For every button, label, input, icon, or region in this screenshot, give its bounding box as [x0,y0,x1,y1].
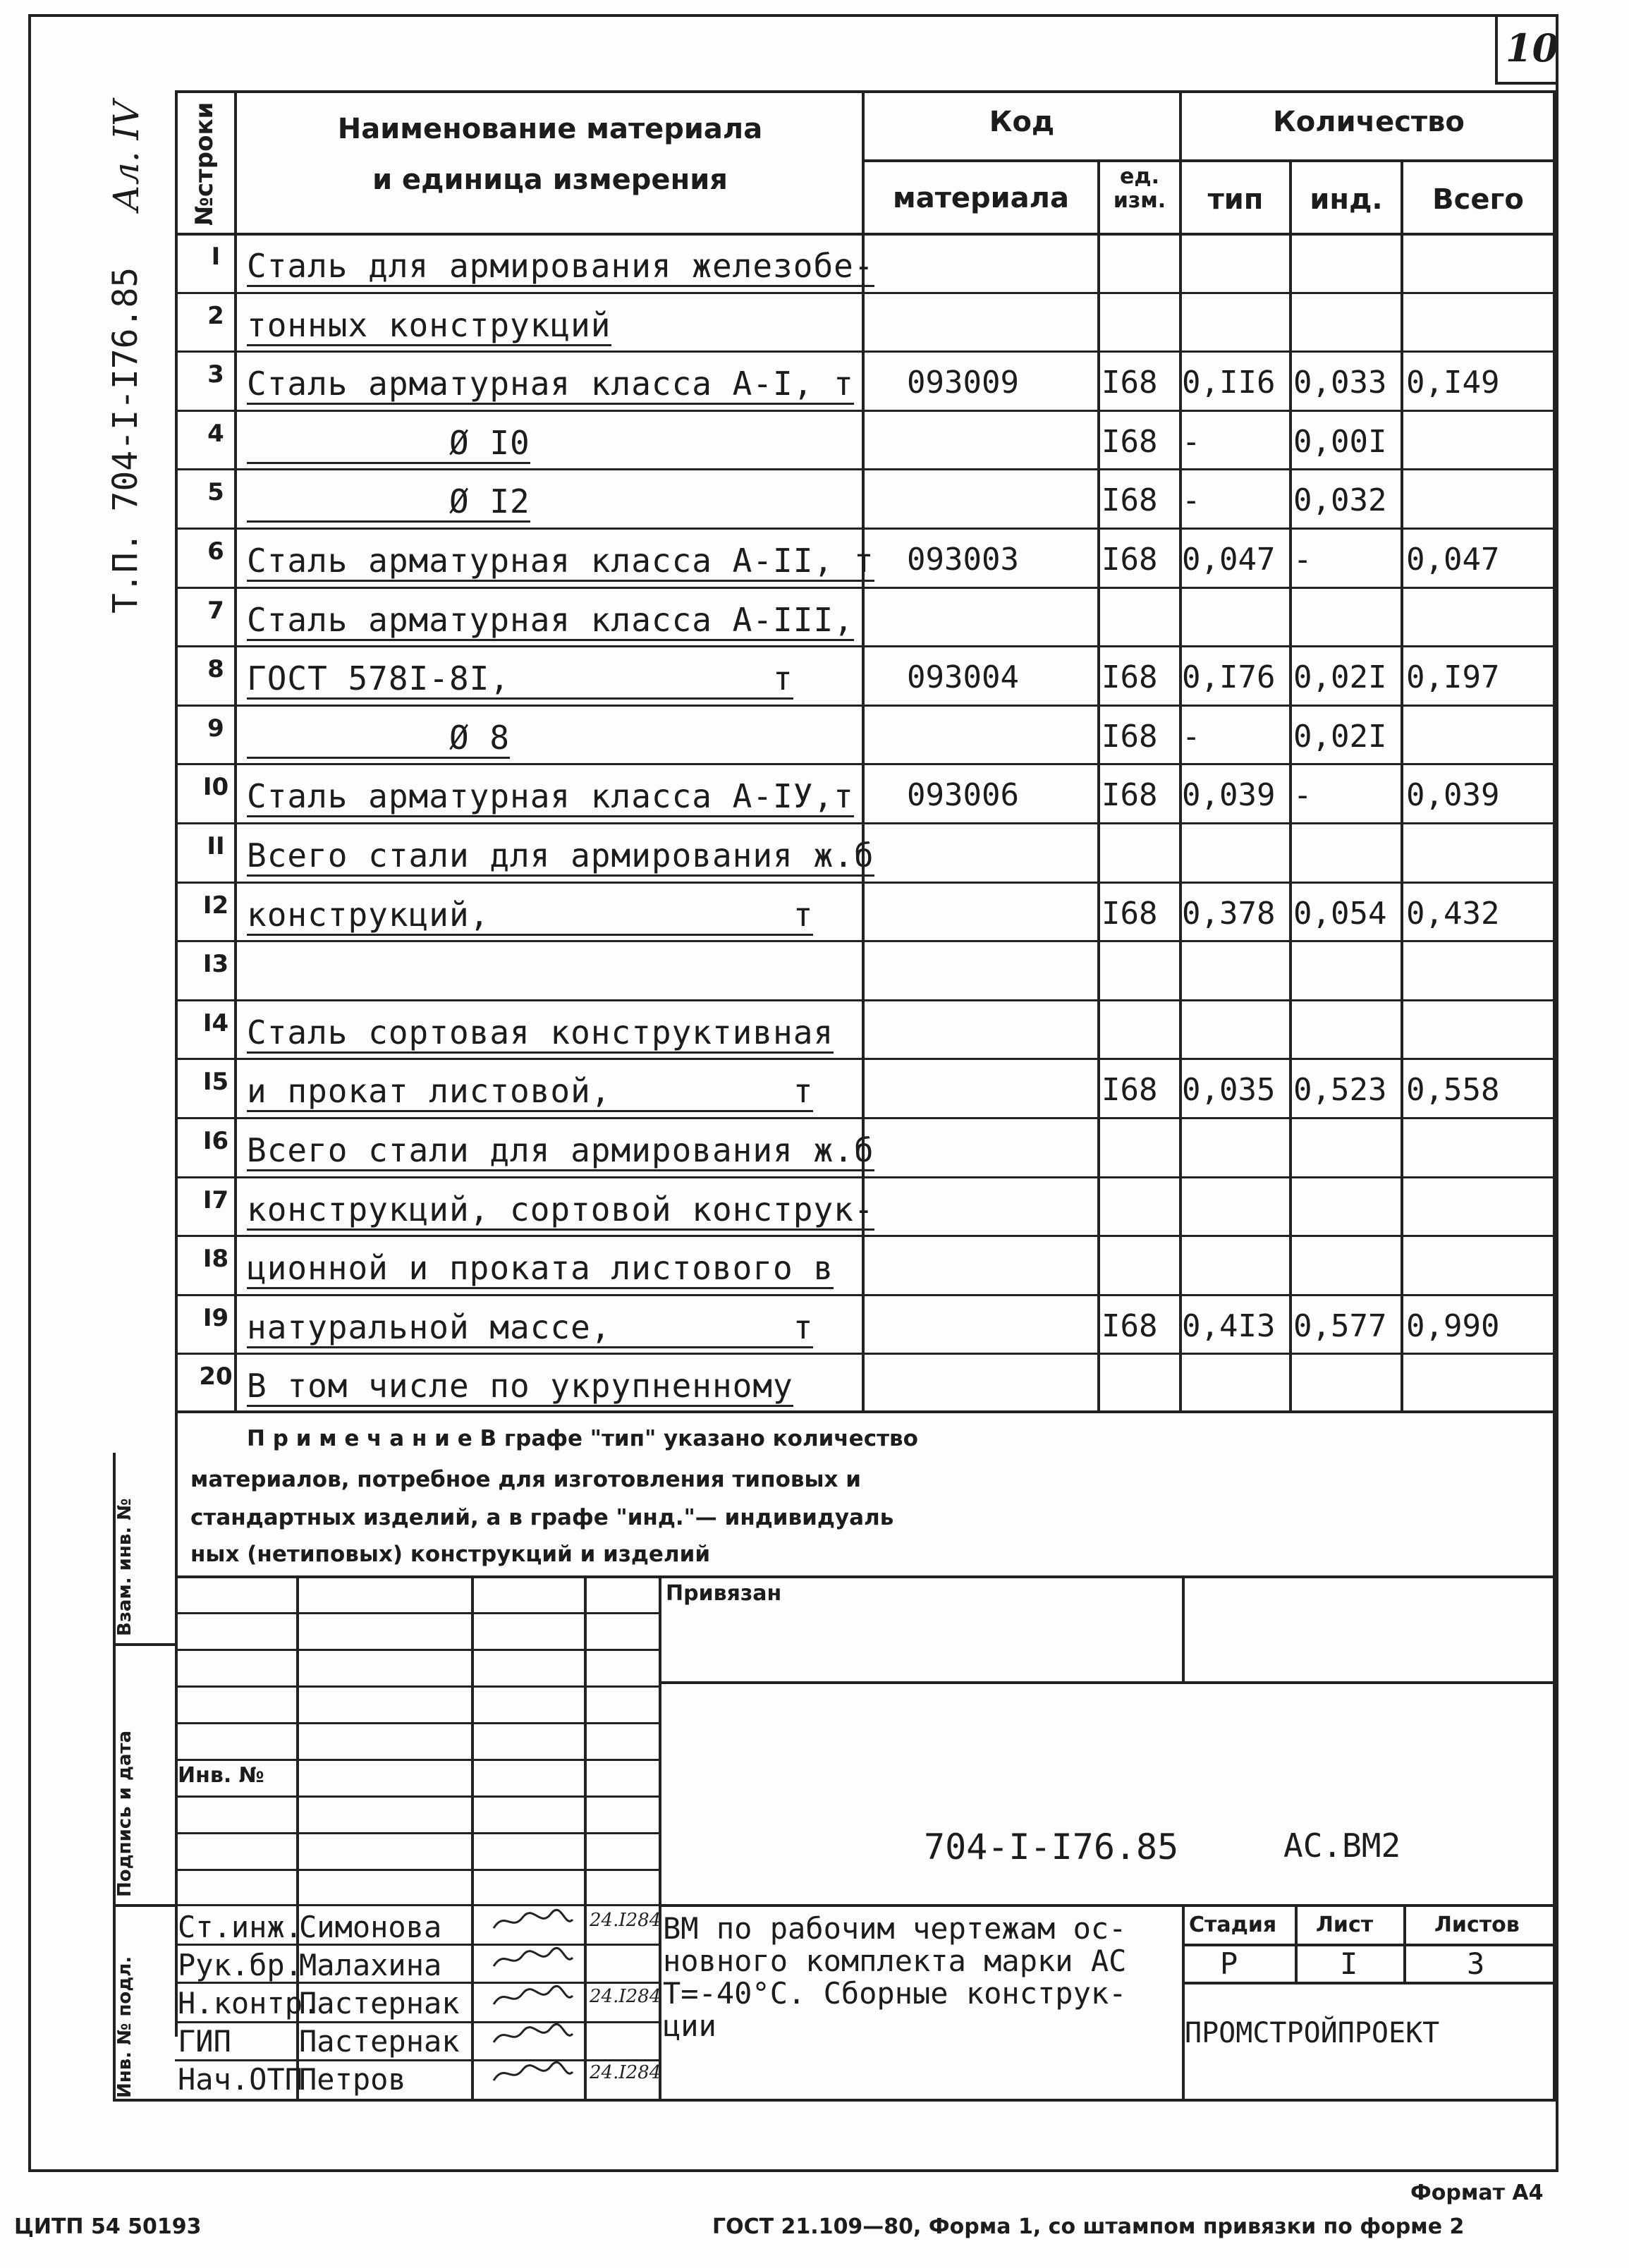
row-unit-code: I68 [1102,365,1158,401]
margin-podpis-label: Подпись и дата [114,1730,135,1897]
signature-scribble [491,2059,575,2087]
row-number: I4 [202,1009,229,1037]
row-number: I2 [202,891,229,920]
row-number: 2 [207,302,224,330]
inv-no-label: Инв. № [178,1763,264,1788]
header-code-unit: ед. изм. [1113,164,1166,213]
page-number: 10 [1506,25,1559,71]
row-qty-typ: 0,4I3 [1182,1308,1276,1344]
row-number: I8 [202,1245,229,1273]
format-label: Формат А4 [1410,2181,1544,2205]
row-number: 20 [199,1362,233,1391]
stamp-title-line2: новного комплекта марки АС [663,1944,1127,1978]
signature-scribble [491,1983,575,2011]
row-unit-code: I68 [1102,1308,1158,1344]
row-qty-ind: - [1293,542,1312,578]
row-qty-typ: 0,II6 [1182,365,1276,401]
stage-value: Р [1220,1946,1238,1981]
header-qty-total: Всего [1432,183,1524,216]
side-doc-label: Т.П. 704-I-I76.85 [106,267,145,614]
row-number: 9 [207,714,224,743]
header-qty-ind: инд. [1310,183,1383,216]
sheets-value: 3 [1467,1946,1485,1981]
row-qty-ind: 0,02I [1293,719,1387,755]
row-material-name: Сталь арматурная класса А-III, [247,601,854,641]
row-number: II [207,832,225,860]
row-unit-code: I68 [1102,1072,1158,1108]
staff-name: Симонова [299,1910,442,1944]
staff-role: Ст.инж. [178,1910,303,1944]
stage-label: Стадия [1189,1913,1277,1937]
sheets-label: Листов [1434,1913,1520,1937]
row-unit-code: I68 [1102,896,1158,932]
row-qty-typ: 0,047 [1182,542,1276,578]
staff-role: Рук.бр. [178,1948,303,1982]
row-number: 8 [207,655,224,683]
row-material-name: Всего стали для армирования ж.б [247,1131,874,1171]
row-qty-total: 0,432 [1406,896,1500,932]
header-name-line1: Наименование материала [337,113,763,145]
row-qty-typ: 0,I76 [1182,659,1276,695]
row-unit-code: I68 [1102,424,1158,460]
row-number: I3 [202,950,229,978]
note-line-2: материалов, потребное для изготовления типовых и [190,1467,862,1492]
row-number: I5 [202,1068,229,1096]
row-qty-ind: 0,00I [1293,424,1387,460]
row-number: I0 [202,773,229,801]
side-album-label: Ал. IV [106,100,147,212]
row-material-name: и прокат листовой, т [247,1072,813,1112]
row-qty-ind: 0,032 [1293,482,1387,518]
header-quantity: Количество [1273,106,1465,138]
header-name-line2: и единица измерения [372,164,728,196]
stamp-title-line3: Т=-40°С. Сборные конструк- [663,1976,1127,2011]
row-qty-typ: 0,039 [1182,777,1276,813]
staff-date: 24.I284 [590,2062,661,2083]
row-material-name: натуральной массе, т [247,1308,813,1348]
row-material-name: Сталь для армирования железобе- [247,247,874,287]
row-material-name: Всего стали для армирования ж.б [247,836,874,877]
row-unit-code: I68 [1102,542,1158,578]
staff-name: Пастернак [299,2024,460,2059]
footer-left: ЦИТП 54 50193 [14,2214,202,2239]
row-qty-typ: - [1182,719,1201,755]
row-number: 4 [207,420,224,448]
row-qty-total: 0,990 [1406,1308,1500,1344]
staff-role: Нач.ОТП [178,2062,303,2097]
row-qty-ind: 0,577 [1293,1308,1387,1344]
staff-date: 24.I284 [590,1986,661,2007]
row-material-name: конструкций, сортовой конструк- [247,1190,874,1231]
row-material-name: ционной и проката листового в [247,1249,834,1289]
row-qty-total: 0,I49 [1406,365,1500,401]
row-material-code: 093003 [907,542,1019,578]
row-number: I6 [202,1127,229,1155]
staff-name: Малахина [299,1948,442,1982]
header-code-material: материала [893,182,1069,214]
row-material-code: 093006 [907,777,1019,813]
row-qty-ind: - [1293,777,1312,813]
note-line-3: стандартных изделий, а в графе "инд."— индивидуаль [190,1505,894,1530]
row-unit-code: I68 [1102,719,1158,755]
note-line-1: П р и м е ч а н и е В графе "тип" указано количество [247,1426,918,1451]
row-material-name: Ø 8 [247,719,510,759]
stamp-title-line4: ции [663,2008,716,2043]
row-unit-code: I68 [1102,777,1158,813]
row-qty-typ: 0,378 [1182,896,1276,932]
row-number: 3 [207,360,224,389]
header-qty-typ: тип [1207,183,1264,216]
stamp-title-line1: ВМ по рабочим чертежам ос- [663,1911,1127,1946]
row-material-name: тонных конструкций [247,306,611,346]
row-material-name: Сталь сортовая конструктивная [247,1013,834,1054]
margin-inv-podl-label: Инв. № подл. [114,1956,135,2098]
staff-name: Пастернак [299,1986,460,2020]
row-qty-ind: 0,033 [1293,365,1387,401]
row-qty-typ: 0,035 [1182,1072,1276,1108]
row-qty-total: 0,039 [1406,777,1500,813]
row-qty-total: 0,047 [1406,542,1500,578]
staff-role: ГИП [178,2024,231,2059]
row-qty-ind: 0,523 [1293,1072,1387,1108]
row-qty-ind: 0,02I [1293,659,1387,695]
note-line-4: ных (нетиповых) конструкций и изделий [190,1542,711,1567]
staff-role: Н.контр. [178,1986,321,2020]
row-material-name: конструкций, т [247,896,813,936]
row-material-code: 093009 [907,365,1019,401]
row-number: I7 [202,1186,229,1214]
header-code: Код [989,106,1055,138]
row-qty-total: 0,558 [1406,1072,1500,1108]
row-unit-code: I68 [1102,482,1158,518]
row-number: 7 [207,597,224,625]
organization-name: ПРОМСТРОЙПРОЕКТ [1185,2017,1440,2049]
row-material-name: ГОСТ 578I-8I, т [247,659,793,700]
row-qty-typ: - [1182,424,1201,460]
header-row-number: №строки [190,102,219,226]
signature-scribble [491,1907,575,1935]
row-number: I9 [202,1304,229,1332]
footer-right: ГОСТ 21.109—80, Форма 1, со штампом привязки по форме 2 [712,2214,1465,2239]
row-material-name: Сталь арматурная класса А-IУ,т [247,777,854,817]
signature-scribble [491,2021,575,2049]
row-material-name: Сталь арматурная класса А-II, т [247,542,874,582]
row-material-name: В том числе по укрупненному [247,1367,793,1407]
row-material-name: Ø I2 [247,482,530,523]
signature-scribble [491,1945,575,1973]
row-material-name: Сталь арматурная класса А-I, т [247,365,854,405]
row-material-name: Ø I0 [247,424,530,464]
row-number: 5 [207,478,224,506]
stamp-mark: АС.ВМ2 [1283,1827,1401,1865]
staff-date: 24.I284 [590,1910,661,1931]
sheet-label: Лист [1316,1913,1374,1937]
row-qty-ind: 0,054 [1293,896,1387,932]
privyazan-label: Привязан [666,1581,782,1606]
staff-name: Петров [299,2062,406,2097]
margin-vzam-label: Взам. инв. № [114,1498,135,1636]
row-material-code: 093004 [907,659,1019,695]
row-qty-typ: - [1182,482,1201,518]
sheet-value: I [1340,1946,1358,1981]
row-number: I [211,243,221,271]
stamp-doc-code: 704-I-I76.85 [924,1827,1179,1867]
row-qty-total: 0,I97 [1406,659,1500,695]
row-number: 6 [207,537,224,566]
row-unit-code: I68 [1102,659,1158,695]
